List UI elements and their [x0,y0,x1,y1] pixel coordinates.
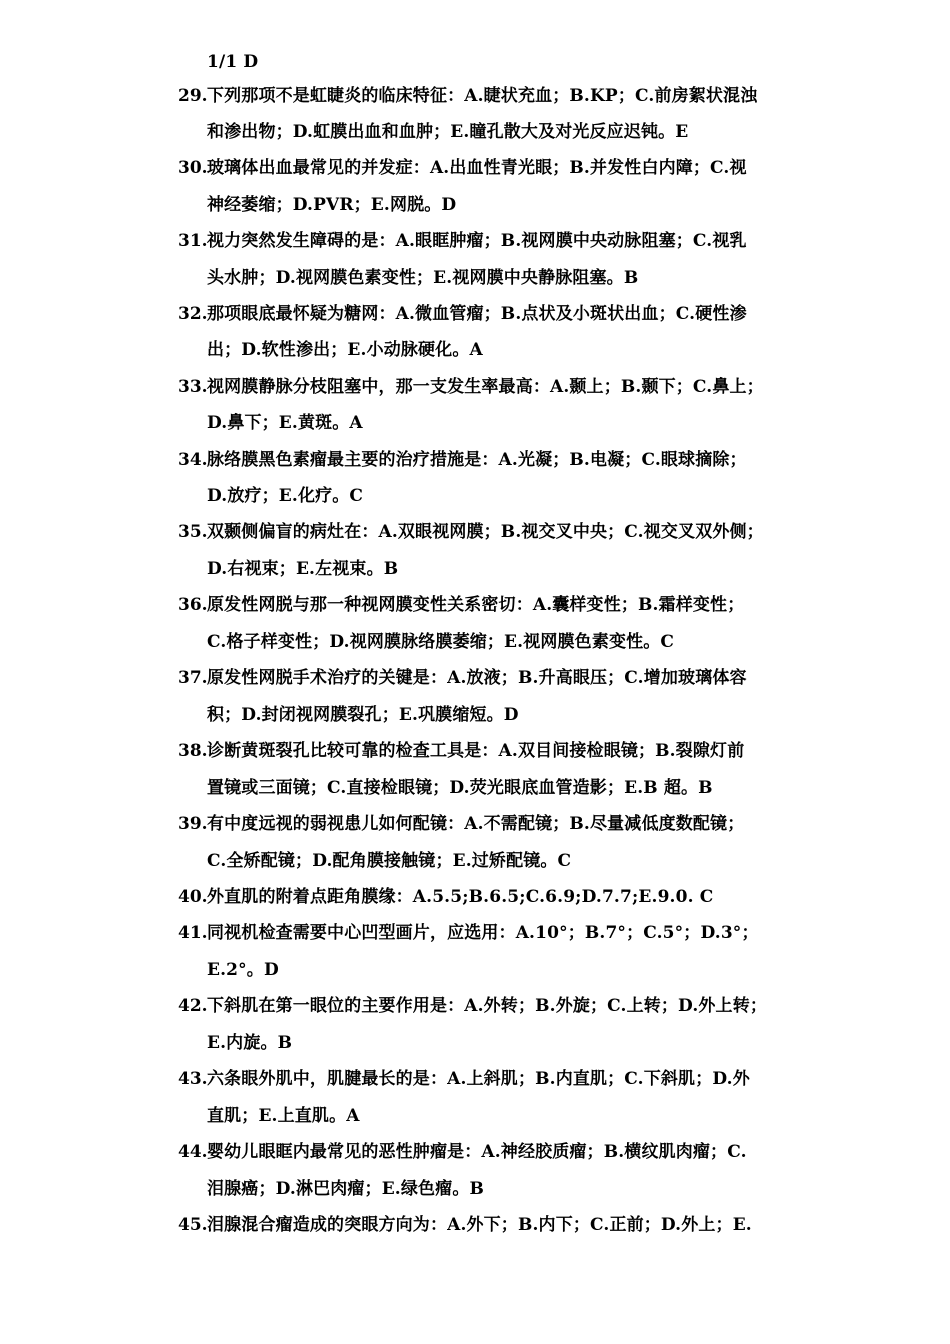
question-text-continued: 出；D.软性渗出；E.小动脉硬化。A [207,340,483,360]
question-number: 43. [178,1069,208,1089]
question-number: 41. [178,923,208,943]
question-text-continued: 和渗出物；D.虹膜出血和血肿；E.瞳孔散大及对光反应迟钝。E [207,122,689,142]
question-text: 外直肌的附着点距角膜缘：A.5.5;B.6.5;C.6.9;D.7.7;E.9.0. C [207,887,714,907]
question-text-continued: D.右视束；E.左视束。B [207,559,399,579]
question-text-continued: 置镜或三面镜；C.直接检眼镜；D.荧光眼底血管造影；E.B 超。B [207,778,713,798]
question-text-continued: 头水肿；D.视网膜色素变性；E.视网膜中央静脉阻塞。B [207,268,639,288]
question-text: 视力突然发生障碍的是：A.眼眶肿瘤；B.视网膜中央动脉阻塞；C.视乳 [207,231,747,251]
question-text-continued: 泪腺癌；D.淋巴肉瘤；E.绿色瘤。B [207,1179,484,1199]
question-text: 有中度远视的弱视患儿如何配镜：A.不需配镜；B.尽量减低度数配镜； [207,814,745,834]
question-text: 玻璃体出血最常见的并发症：A.出血性青光眼；B.并发性白内障；C.视 [207,158,747,178]
question-number: 32. [178,304,208,324]
question-text-continued: 积；D.封闭视网膜裂孔；E.巩膜缩短。D [207,705,519,725]
question-number: 40. [178,887,208,907]
question-number: 35. [178,522,208,542]
question-number: 44. [178,1142,208,1162]
question-text-continued: D.放疗；E.化疗。C [207,486,364,506]
question-number: 33. [178,377,208,397]
question-number: 39. [178,814,208,834]
question-number: 31. [178,231,208,251]
question-number: 36. [178,595,208,615]
question-number: 38. [178,741,208,761]
question-text: 视网膜静脉分枝阻塞中，那一支发生率最高：A.颞上；B.颞下；C.鼻上； [207,377,764,397]
question-text-continued: C.格子样变性；D.视网膜脉络膜萎缩；E.视网膜色素变性。C [207,632,675,652]
question-text: 泪腺混合瘤造成的突眼方向为：A.外下；B.内下；C.正前；D.外上；E. [207,1215,752,1235]
question-text-continued: E.内旋。B [207,1033,293,1053]
question-text: 下斜肌在第一眼位的主要作用是：A.外转；B.外旋；C.上转；D.外上转； [207,996,767,1016]
question-text: 婴幼儿眼眶内最常见的恶性肿瘤是：A.神经胶质瘤；B.横纹肌肉瘤；C. [207,1142,747,1162]
question-number: 29. [178,86,208,106]
question-number: 45. [178,1215,208,1235]
question-number: 42. [178,996,208,1016]
question-text-continued: C.全矫配镜；D.配角膜接触镜；E.过矫配镜。C [207,851,572,871]
question-number: 37. [178,668,208,688]
question-text: 同视机检查需要中心凹型画片，应选用：A.10°；B.7°；C.5°；D.3°； [207,923,759,943]
question-text-continued: 神经萎缩；D.PVR；E.网脱。D [207,195,457,215]
question-text: 六条眼外肌中，肌腱最长的是：A.上斜肌；B.内直肌；C.下斜肌；D.外 [207,1069,750,1089]
question-text: 诊断黄斑裂孔比较可靠的检查工具是：A.双目间接检眼镜；B.裂隙灯前 [207,741,745,761]
question-text: 双颞侧偏盲的病灶在：A.双眼视网膜；B.视交叉中央；C.视交叉双外侧； [207,522,764,542]
question-text-continued: 直肌；E.上直肌。A [207,1106,360,1126]
question-text: 原发性网脱与那一种视网膜变性关系密切：A.囊样变性；B.霜样变性； [207,595,745,615]
question-text: 下列那项不是虹睫炎的临床特征：A.睫状充血；B.KP；C.前房絮状混浊 [207,86,758,106]
answer-line-28: 1/1 D [207,52,259,72]
question-number: 30. [178,158,208,178]
question-number: 34. [178,450,208,470]
question-text: 原发性网脱手术治疗的关键是：A.放液；B.升高眼压；C.增加玻璃体容 [207,668,747,688]
question-text: 脉络膜黑色素瘤最主要的治疗措施是：A.光凝；B.电凝；C.眼球摘除； [207,450,747,470]
question-text: 那项眼底最怀疑为糖网：A.微血管瘤；B.点状及小斑状出血；C.硬性渗 [207,304,747,324]
question-text-continued: E.2°。D [207,960,279,980]
question-text-continued: D.鼻下；E.黄斑。A [207,413,363,433]
